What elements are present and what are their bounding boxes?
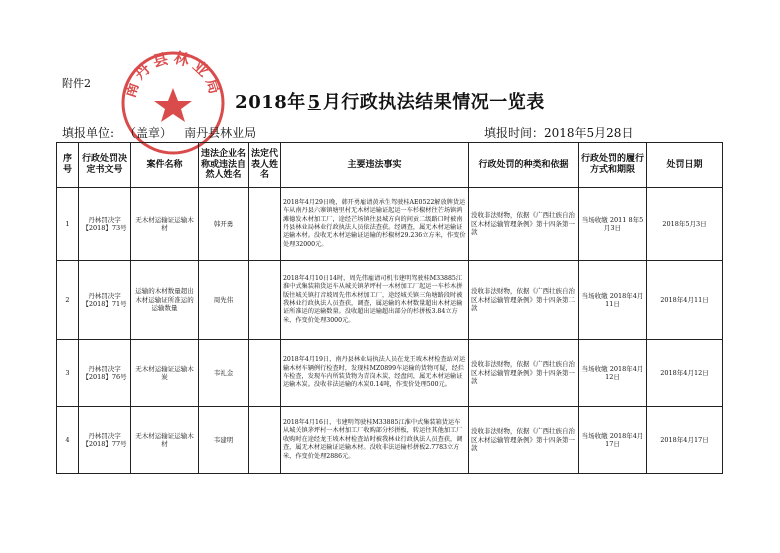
- cell-perform: 当场收缴 2011 8年5月3日: [579, 188, 647, 261]
- cell-date: 2018年5月3日: [647, 188, 723, 261]
- cell-perform: 当场收缴 2018年4月11日: [579, 261, 647, 340]
- table-row: [57, 407, 723, 474]
- cell-doc: 丹林罚决字【2018】73号: [79, 188, 131, 261]
- col-header-penalty: 行政处罚的种类和依据: [469, 143, 579, 188]
- cell-case: 无木材运输证运输木材: [131, 407, 199, 474]
- col-header-doc: 行政处罚决定书文号: [79, 143, 131, 188]
- svg-text:南丹县林业局: 南丹县林业局: [120, 48, 226, 100]
- cell-doc: 丹林罚决字【2018】71号: [79, 261, 131, 340]
- cell-rep: [249, 340, 281, 407]
- cell-fact: 2018年4月10日14时，周先伟雇请司机韦建明驾驶桂M33885江淮中式集装箱货运车从城关镇茅坪村一木材加工厂起运一车杉木拼版往城关镇打音坡周先伟木材加工厂，途经城关镇三角塘路段时被我林业行政执法人员查获，调查，属运输的木材数量超出木材运输证所准运的运输数量。没收超出运输超出部分的杉拼板3.84立方米，作变价处理3000元。: [281, 261, 469, 340]
- cell-perform: 当场收缴 2018年4月12日: [579, 340, 647, 407]
- cell-fact: 2018年4月19日，南丹县林业局执法人员在龙王坡木材检查站对运输木材车辆例行检查时，发现桂MZ0899车运输的货物可疑，经拦车检查，发现车内所装货物为青岗木炭，经盘问，属无木材运输证运输木炭。没收非法运输的木炭0.14吨，作变价处理500元。: [281, 340, 469, 407]
- cell-date: 2018年4月11日: [647, 261, 723, 340]
- cell-rep: [249, 261, 281, 340]
- reporting-unit: 填报单位: （盖章） 南丹县林业局: [62, 126, 257, 140]
- cell-no: 4: [57, 407, 79, 474]
- col-header-rep: 法定代表人姓名: [249, 143, 281, 188]
- col-header-no: 序号: [57, 143, 79, 188]
- cell-doc: 丹林罚决字【2018】76号: [79, 340, 131, 407]
- col-header-date: 处罚日期: [647, 143, 723, 188]
- cell-penalty: 没收非法财物，依据《广西壮族自治区木材运输管理条例》第十四条第一款: [469, 407, 579, 474]
- cell-case: 无木材运输证运输木炭: [131, 340, 199, 407]
- cell-case: 无木材运输证运输木材: [131, 188, 199, 261]
- cell-fact: 2018年4月16日，韦建明驾驶桂M33885江淮中式集装箱货运车从城关镇茅坪村一木材加工厂收购部分杉拼板，转运往其他加工厂收购时在途经龙王坡木材检查站时被我林业行政执法人员查获，调查，属无木材运输证运输木材。没收非法运输杉拼板2.7783立方米，作变价处理2886元。: [281, 407, 469, 474]
- col-header-party: 违法企业名称或违法自然人姓名: [199, 143, 249, 188]
- cell-rep: [249, 407, 281, 474]
- enforcement-results-table: [56, 142, 723, 474]
- cell-no: 2: [57, 261, 79, 340]
- cell-perform: 当场收缴 2018年4月17日: [579, 407, 647, 474]
- col-header-case: 案件名称: [131, 143, 199, 188]
- cell-no: 3: [57, 340, 79, 407]
- col-header-perform: 行政处罚的履行方式和期限: [579, 143, 647, 188]
- attachment-label: 附件2: [62, 77, 91, 90]
- table-row: [57, 261, 723, 340]
- table-header-row: [57, 143, 723, 188]
- cell-doc: 丹林罚决字【2018】77号: [79, 407, 131, 474]
- cell-date: 2018年4月17日: [647, 407, 723, 474]
- cell-date: 2018年4月12日: [647, 340, 723, 407]
- col-header-fact: 主要违法事实: [281, 143, 469, 188]
- cell-party: 韩开勇: [199, 188, 249, 261]
- cell-fact: 2018年4月29日晚，韩开勇雇请黄承生驾驶桂AE0522解放牌货运车从南丹县六寨镇塘里村无木材运输证起运一车杉椒材往芒场镇鸿滩德发木材加工厂，途经芒场镇往县城方向的间贡二级路口时被南丹县林业局林业行政执法人员依法查获。经调查，属无木材运输证运输木材。没收无木材运输证运输的杉椒材29.236立方米，作变价处理32000元。: [281, 188, 469, 261]
- cell-case: 运输的木材数量超出木材运输证所准运的运输数量: [131, 261, 199, 340]
- cell-rep: [249, 188, 281, 261]
- page-title: 2018年 5 月行政执法结果情况一览表: [235, 92, 545, 113]
- cell-penalty: 没收非法财物，依据《广西壮族自治区木材运输管理条例》第十四条第一款: [469, 188, 579, 261]
- cell-party: 韦建明: [199, 407, 249, 474]
- cell-party: 周先伟: [199, 261, 249, 340]
- fill-date: 填报时间：2018年5月28日: [484, 126, 634, 140]
- cell-no: 1: [57, 188, 79, 261]
- table-row: [57, 340, 723, 407]
- table-row: [57, 188, 723, 261]
- cell-penalty: 没收非法财物，依据《广西壮族自治区木材运输管理条例》第十四条第一款: [469, 340, 579, 407]
- cell-penalty: 没收非法财物，依据《广西壮族自治区木材运输管理条例》第十四条第二款: [469, 261, 579, 340]
- cell-party: 韦礼金: [199, 340, 249, 407]
